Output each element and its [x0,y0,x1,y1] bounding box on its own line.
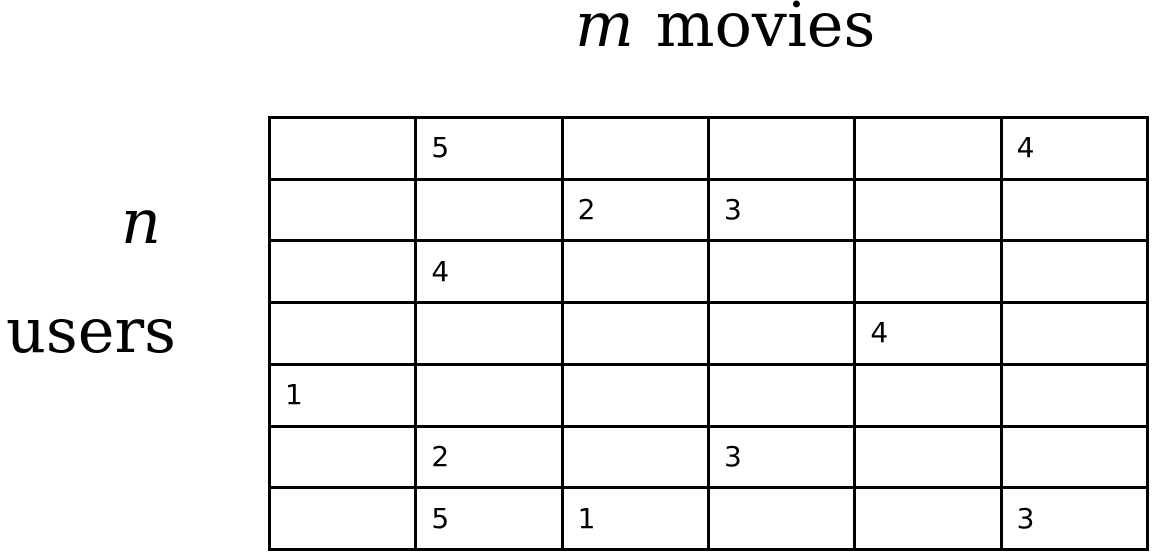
rating-cell [562,426,708,488]
rating-cell [708,241,854,303]
rating-cell [270,179,416,241]
rating-cell [270,118,416,180]
rating-cell: 3 [708,426,854,488]
rating-cell [855,426,1001,488]
rating-cell [855,364,1001,426]
rating-cell [270,488,416,550]
rating-cell [270,426,416,488]
rating-cell: 1 [270,364,416,426]
rating-cell [1001,426,1147,488]
rating-cell [855,118,1001,180]
matrix-row [270,488,1148,550]
movies-axis-title [575,0,876,61]
rating-cell [708,488,854,550]
rating-cell [270,303,416,365]
matrix-row [270,303,1148,365]
rating-cell [855,179,1001,241]
rating-cell [562,364,708,426]
rating-cell [1001,303,1147,365]
ratings-matrix [268,116,1149,551]
rating-cell: 3 [708,179,854,241]
matrix-row [270,426,1148,488]
rating-cell [416,303,562,365]
rating-cell [562,241,708,303]
matrix-row [270,364,1148,426]
rating-cell [1001,364,1147,426]
movies-label: movies [655,0,876,61]
rating-cell: 3 [1001,488,1147,550]
users-label: users [6,294,176,367]
rating-cell [562,303,708,365]
rating-cell: 4 [416,241,562,303]
rating-cell [855,241,1001,303]
rating-cell: 4 [855,303,1001,365]
rating-cell: 1 [562,488,708,550]
rating-cell [416,179,562,241]
rating-cell [562,118,708,180]
rating-cell [1001,241,1147,303]
matrix-row [270,179,1148,241]
rating-cell: 5 [416,118,562,180]
rating-cell: 4 [1001,118,1147,180]
users-count-variable: n [121,185,161,258]
matrix-row [270,118,1148,180]
movies-count-variable: m [575,0,634,61]
rating-cell: 2 [562,179,708,241]
rating-cell [855,488,1001,550]
rating-cell [708,303,854,365]
rating-cell [1001,179,1147,241]
rating-cell [416,364,562,426]
rating-cell: 5 [416,488,562,550]
rating-cell [270,241,416,303]
matrix-row [270,241,1148,303]
rating-cell [708,118,854,180]
rating-cell [708,364,854,426]
rating-cell: 2 [416,426,562,488]
